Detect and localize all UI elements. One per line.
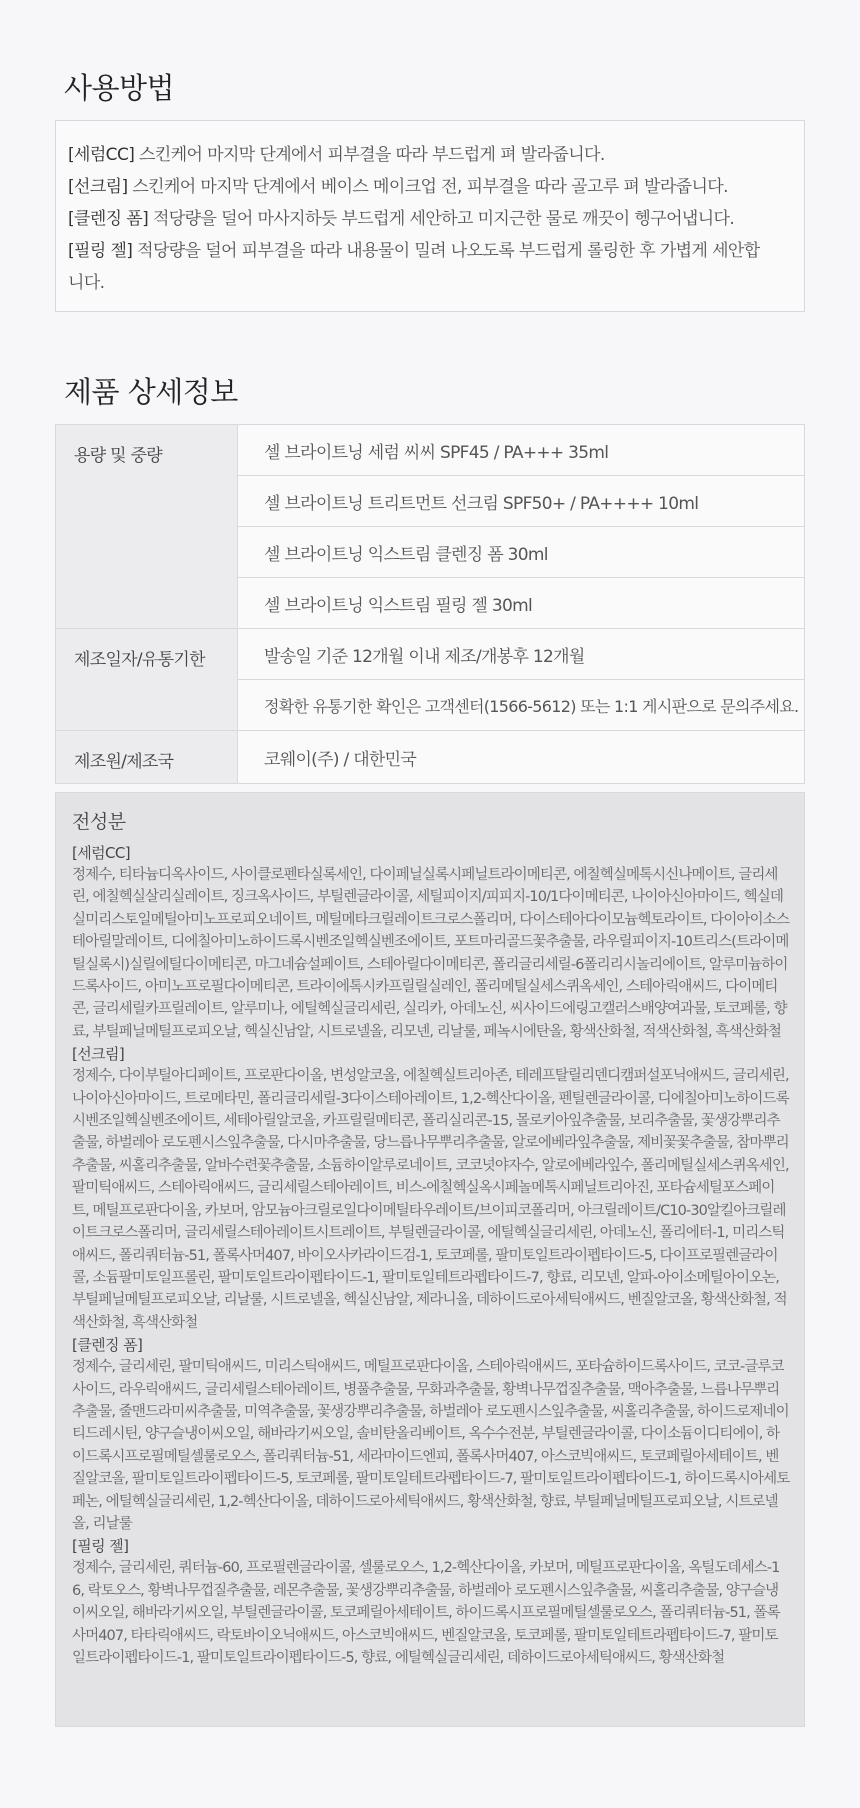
- expiry-value: 정확한 유통기한 확인은 고객센터(1566-5612) 또는 1:1 게시판으로 문의주세요.: [238, 680, 805, 731]
- usage-line-cleansing-foam: [68, 203, 792, 235]
- usage-text: 적당량을 덜어 마사지하듯 부드럽게 세안하고 미지근한 물로 깨끗이 헹구어냅니다.: [148, 209, 735, 229]
- usage-box: [55, 120, 805, 312]
- ingredient-group-text: 정제수, 글리세린, 쿼터늄-60, 프로필렌글라이콜, 셀룰로오스, 1,2-헥산다이올, 카보머, 메틸프로판다이올, 옥틸도데세스-16, 락토오스, 황벽나무껍질추출물, 레몬추출물, 꽃생강뿌리추출물, 하벌레아 로도펜시스잎추출물, 씨홀리추출물, 양구슬냉이씨오일, 해바라기씨오일, 부틸렌글라이콜, 토코페릴아세테이트, 하이드록시프로필메틸셀룰로오스, 폴리쿼터늄-51, 폴록사머407, 타타릭애씨드, 락토바이오닉애씨드, 아스코빅애씨드, 벤질알코올, 토코페롤, 팔미토일테트라펩타이드-7, 팔미토일트라이펩타이드-1, 팔미토일트라이펩타이드-5, 향료, 에틸헥실글리세린, 데하이드로아세틱애씨드, 황색산화철: [72, 1560, 780, 1666]
- ingredient-group-text: 정제수, 티타늄디옥사이드, 사이클로펜타실록세인, 다이페닐실록시페닐트라이메티콘, 에칠헥실메톡시신나메이트, 글리세린, 에칠헥실살리실레이트, 징크옥사이드, 부틸렌글라이콜, 세틸피이지/피피지-10/1다이메티콘, 나이아신아마이드, 헥실데실미리스토일메틸아미노프로피오네이트, 메틸메타크릴레이트크로스폴리머, 다이스테아다이모늄헥토라이트, 다이아이소스테아릴말레이트, 디에칠아미노하이드록시벤조일헥실벤조에이트, 포트마리골드꽃추출물, 라우릴피이지-10트리스(트라이메틸실록시)실릴에틸다이메티콘, 마그네슘설페이트, 스테아릴다이메티콘, 폴리글리세릴-6폴리리시놀리에이트, 알루미늄하이드록사이드, 아미노프로필다이메티콘, 트라이에톡시카프릴릴실레인, 폴리메틸실세스퀴옥세인, 스테아릭애씨드, 다이메티콘, 글리세릴카프릴레이트, 알루미나, 에틸헥실글리세린, 실리카, 아데노신, 씨사이드에링고캘러스배양여과물, 토코페롤, 향료, 부틸페닐메틸프로피오날, 헥실신남알, 시트로넬올, 리모넨, 리날룰, 페녹시에탄올, 황색산화철, 적색산화철, 흑색산화철: [72, 867, 789, 1040]
- usage-line-serum: [68, 139, 792, 171]
- spec-table: [55, 424, 805, 784]
- capacity-value: 셀 브라이트닝 익스트림 클렌징 폼 30ml: [238, 527, 805, 578]
- usage-text: 적당량을 덜어 피부결을 따라 내용물이 밀려 나오도록 부드럽게 롤링한 후 가볍게 세안합니다.: [68, 241, 760, 293]
- usage-line-suncream: [68, 171, 792, 203]
- usage-line-peeling-gel: [68, 235, 768, 299]
- capacity-label: 용량 및 중량: [56, 425, 238, 629]
- table-row: [56, 731, 805, 784]
- usage-title: 사용방법: [64, 71, 175, 105]
- usage-tag: [필링 젤]: [68, 241, 133, 261]
- ingredient-group-text: 정제수, 글리세린, 팔미틱애씨드, 미리스틱애씨드, 메틸프로판다이올, 스테아릭애씨드, 포타슘하이드록사이드, 코코-글루코사이드, 라우릭애씨드, 글리세릴스테아레이트, 병풀추출물, 무화과추출물, 황벽나무껍질추출물, 맥아추출물, 느릅나무뿌리추출물, 줄맨드라미씨추출물, 미역추출물, 꽃생강뿌리추출물, 하벌레아 로도펜시스잎추출물, 씨홀리추출물, 하이드로제네이티드레시틴, 양구슬냉이씨오일, 해바라기씨오일, 솔비탄올리베이트, 옥수수전분, 부틸렌글라이콜, 다이소듐이디티에이, 하이드록시프로필메틸셀룰로오스, 폴리쿼터늄-51, 세라마이드엔피, 폴록사머407, 아스코빅애씨드, 토코페릴아세테이트, 벤질알코올, 팔미토일트라이펩타이드-5, 토코페롤, 팔미토일테트라펩타이드-7, 팔미토일트라이펩타이드-1, 하이드록시아세토페논, 에틸헥실글리세린, 1,2-헥산다이올, 데하이드로아세틱애씨드, 황색산화철, 향료, 부틸페닐메틸프로피오날, 시트로넬올, 리날룰: [72, 1359, 790, 1532]
- table-row: [56, 425, 805, 476]
- maker-label: 제조원/제조국: [56, 731, 238, 784]
- capacity-value: 셀 브라이트닝 익스트림 필링 젤 30ml: [238, 578, 805, 629]
- usage-tag: [세럼CC]: [68, 145, 135, 165]
- usage-tag: [선크림]: [68, 177, 128, 197]
- expiry-value: 발송일 기준 12개월 이내 제조/개봉후 12개월: [238, 629, 805, 680]
- ingredient-group-head: [클렌징 폼]: [72, 1336, 143, 1355]
- expiry-label: 제조일자/유통기한: [56, 629, 238, 731]
- usage-text: 스킨케어 마지막 단계에서 피부결을 따라 부드럽게 펴 발라줍니다.: [134, 145, 605, 165]
- ingredient-group-head: [세럼CC]: [72, 844, 131, 862]
- ingredient-group-head: [필링 젤]: [72, 1537, 129, 1556]
- maker-value: 코웨이(주) / 대한민국: [238, 731, 805, 784]
- ingredients-box: [55, 792, 805, 1727]
- ingredient-group-text: 정제수, 다이부틸아디페이트, 프로판다이올, 변성알코올, 에칠헥실트리아존, 테레프탈릴리덴디캠퍼설포닉애씨드, 글리세린, 나이아신아마이드, 트로메타민, 폴리글리세릴-3다이스테아레이트, 1,2-헥산다이올, 펜틸렌글라이콜, 디에칠아미노하이드록시벤조일헥실벤조에이트, 세테아릴알코올, 카프릴릴메티콘, 폴리실리콘-15, 몰로키아잎추출물, 보리추출물, 꽃생강뿌리추출물, 하벌레아 로도펜시스잎추출물, 다시마추출물, 당느릅나무뿌리추출물, 알로에베라잎추출물, 제비꽃꽃추출물, 참마뿌리추출물, 씨홀리추출물, 알바수련꽃추출물, 소듐하이알루로네이트, 코코넛야자수, 알로에베라잎수, 폴리메틸실세스퀴옥세인, 팔미틱애씨드, 스테아릭애씨드, 글리세릴스테아레이트, 비스-에칠헥실옥시페놀메톡시페닐트리아진, 포타슘세틸포스페이트, 메틸프로판다이올, 카보머, 암모늄아크릴로일다이메틸타우레이트/브이피코폴리머, 아크릴레이트/C10-30알킬아크릴레이트크로스폴리머, 글리세릴스테아레이트시트레이트, 부틸렌글라이콜, 에틸헥실글리세린, 아데노신, 폴리에터-1, 미리스틱애씨드, 폴리쿼터늄-51, 폴록사머407, 바이오사카라이드검-1, 토코페롤, 팔미토일트라이펩타이드-5, 다이프로필렌글라이콜, 소듐팔미토일프롤린, 팔미토일트라이펩타이드-1, 팔미토일테트라펩타이드-7, 향료, 리모넨, 알파-아이소메틸아이오논, 부틸페닐메틸프로피오날, 리날룰, 시트로넬올, 헥실신남알, 제라니올, 데하이드로아세틱애씨드, 벤질알코올, 황색산화철, 적색산화철, 흑색산화철: [72, 1068, 789, 1331]
- usage-text: 스킨케어 마지막 단계에서 베이스 메이크업 전, 피부결을 따라 골고루 펴 발라줍니다.: [127, 177, 728, 197]
- table-row: [56, 629, 805, 680]
- capacity-value: 셀 브라이트닝 세럼 씨씨 SPF45 / PA+++ 35ml: [238, 425, 805, 476]
- ingredients-title: 전성분: [72, 811, 126, 833]
- capacity-value: 셀 브라이트닝 트리트먼트 선크림 SPF50+ / PA++++ 10ml: [238, 476, 805, 527]
- ingredient-group-head: [선크림]: [72, 1045, 125, 1064]
- usage-tag: [클렌징 폼]: [68, 209, 149, 229]
- detail-title: 제품 상세정보: [64, 375, 238, 409]
